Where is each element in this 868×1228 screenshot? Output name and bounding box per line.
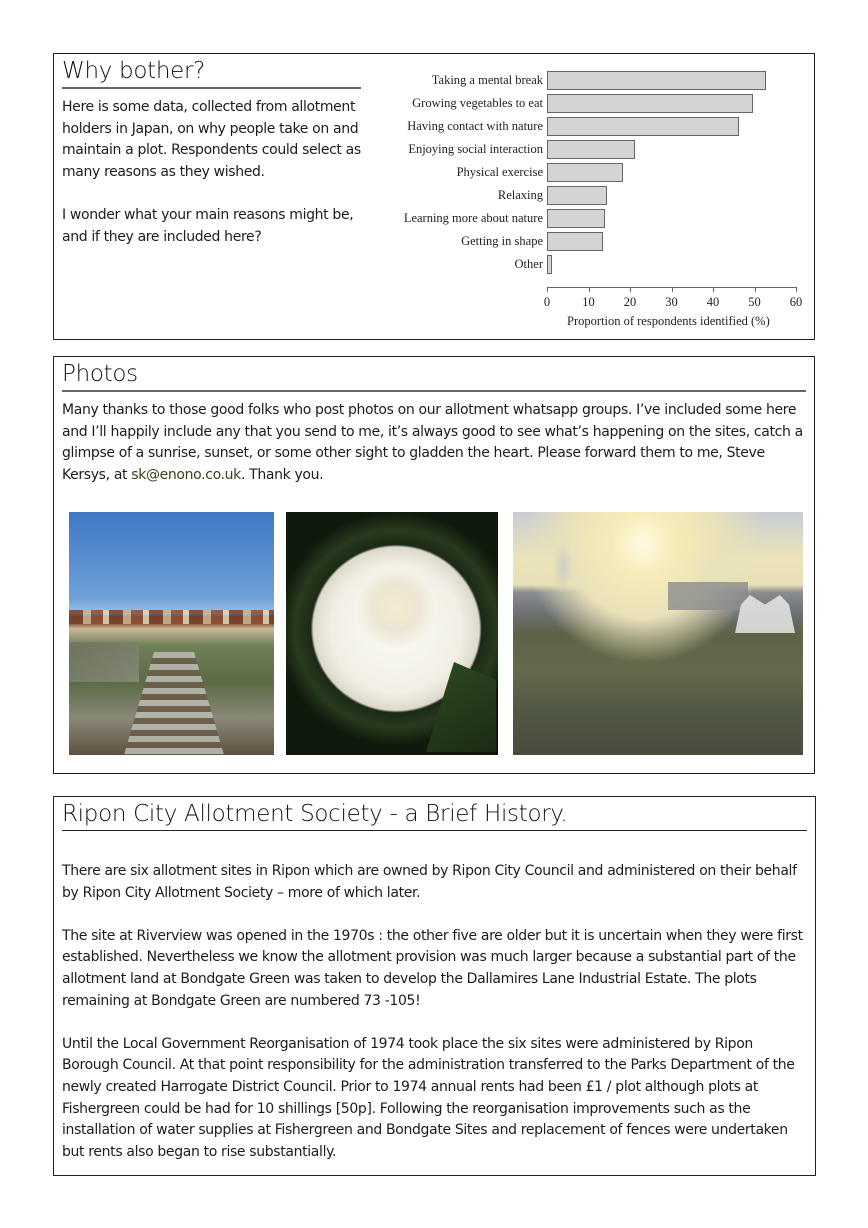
bar [547, 186, 607, 205]
bar-row [384, 232, 809, 255]
x-tick-label: 40 [706, 295, 720, 309]
bar-row [384, 140, 809, 163]
bar-label: Relaxing [497, 188, 543, 202]
x-tick-label: 50 [748, 295, 761, 309]
paragraph: The site at Riverview was opened in the 1970s : the other five are older but it is uncertain when they were first established. Nevertheless we know the allotment provision was much larger because a substantial part of the allotment land at Bondgate Green was taken to develop the Dallamires Lane Industrial Estate. The plots remaining at Bondgate Green are numbered 73 -105! [62, 927, 803, 1009]
section-title: Photos [62, 361, 138, 387]
bar-label: Physical exercise [456, 165, 543, 179]
x-tick [547, 287, 548, 292]
winter-allotment-sunrise-photo [513, 512, 803, 755]
intro-text: Many thanks to those good folks who post photos on our allotment whatsapp groups. I’ve included some here and I’ll happily include any that you send to me, it’s always good to see what’s happening on the sites, catch a glimpse of a sunrise, sunset, or some other sight to gladden the heart. Please forward them to me, Steve Kersys, at [62, 402, 803, 483]
allotment-path-photo [69, 512, 274, 755]
bar-label: Getting in shape [461, 234, 543, 248]
x-tick [630, 287, 631, 292]
why-bother-text [62, 97, 362, 248]
bar [547, 163, 623, 182]
x-tick-label: 0 [543, 295, 551, 309]
paragraph: Until the Local Government Reorganisation of 1974 took place the six sites were administered by Ripon Borough Council. At that point responsibility for the administration transferred to the Parks Department of the newly created Harrogate District Council. Prior to 1974 annual rents had been £1 / plot although plots at Fishergreen could be had for 10 shillings [50p]. Following the reorganisation improvements such as the installation of water supplies at Fishergreen and Bondgate Sites and replacement of fences were undertaken but rents also began to rise substantially. [62, 1035, 795, 1160]
x-tick [713, 287, 714, 292]
bar-label: Learning more about nature [403, 211, 543, 225]
bar-row [384, 71, 809, 94]
section-title: Ripon City Allotment Society - a Brief History. [62, 801, 568, 827]
email-link[interactable]: sk@enono.co.uk [131, 466, 241, 483]
bar-row [384, 163, 809, 186]
x-tick-label: 10 [582, 295, 595, 309]
bar-label: Growing vegetables to eat [412, 96, 543, 110]
bar-row [384, 94, 809, 117]
white-rose-photo [286, 512, 498, 755]
photos-section [53, 356, 815, 774]
thanks-text: . Thank you. [240, 466, 324, 483]
x-tick [796, 287, 797, 292]
bar-label: Taking a mental break [431, 73, 543, 87]
paragraph: Here is some data, collected from allotment holders in Japan, on why people take on and maintain a plot. Respondents could select as many reasons as they wished. [62, 99, 361, 180]
title-underline [62, 87, 361, 89]
bar-row [384, 209, 809, 232]
x-tick [672, 287, 673, 292]
photos-intro-text [62, 400, 810, 486]
bar-label: Other [514, 257, 543, 271]
x-tick-label: 60 [789, 295, 803, 309]
paragraph: I wonder what your main reasons might be, and if they are included here? [62, 206, 354, 245]
paragraph [62, 400, 810, 486]
x-tick-label: 30 [665, 295, 678, 309]
x-tick-label: 20 [623, 295, 637, 309]
bar [547, 94, 753, 113]
x-axis-label: Proportion of respondents identified (%) [567, 314, 770, 328]
x-tick [589, 287, 590, 292]
bar [547, 117, 739, 136]
x-tick [755, 287, 756, 292]
history-section [53, 796, 816, 1176]
history-text [62, 861, 810, 1185]
bar-row [384, 117, 809, 140]
bar [547, 140, 635, 159]
bar [547, 71, 766, 90]
why-bother-section [53, 53, 815, 340]
bar [547, 209, 605, 228]
bar [547, 232, 603, 251]
bar [547, 255, 552, 274]
bar-label: Having contact with nature [407, 119, 543, 133]
bar-label: Enjoying social interaction [408, 142, 543, 156]
title-underline [62, 830, 807, 831]
section-title: Why bother? [62, 58, 206, 84]
title-underline [62, 390, 806, 392]
bar-row [384, 255, 809, 278]
bar-row [384, 186, 809, 209]
reasons-bar-chart [384, 62, 809, 337]
paragraph: There are six allotment sites in Ripon which are owned by Ripon City Council and administered on their behalf by Ripon City Allotment Society – more of which later. [62, 863, 797, 901]
